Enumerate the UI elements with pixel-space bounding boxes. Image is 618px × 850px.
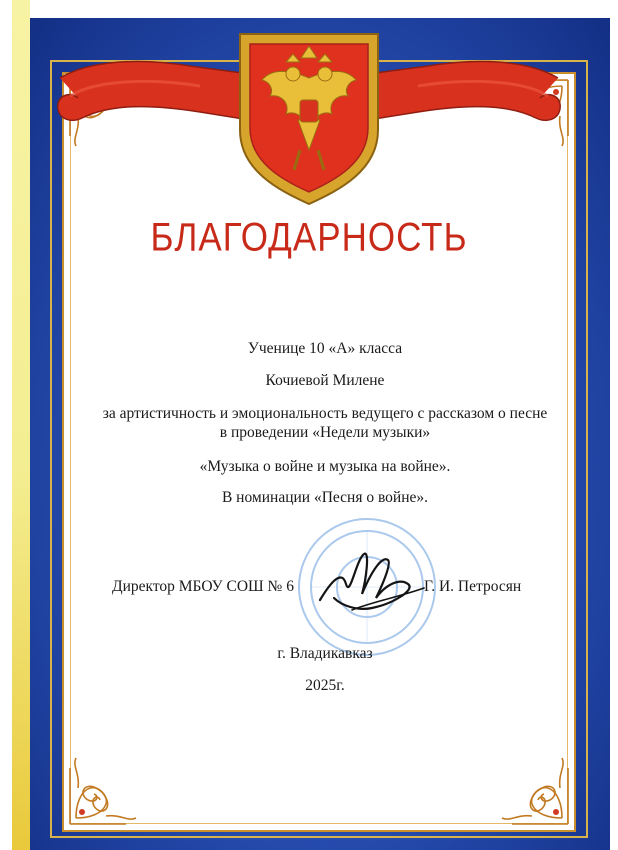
red-ribbon-right <box>368 62 560 121</box>
emblem-center-shield <box>300 100 318 122</box>
signatory-title: Директор МБОУ СОШ № 6 <box>112 578 294 595</box>
nomination: В номинации «Песня о войне». <box>221 489 429 506</box>
recipient-class: Ученице 10 «А» класса <box>247 340 403 357</box>
corner-ornament-bottom-left <box>66 718 176 828</box>
certificate-title: БЛАГОДАРНОСТЬ <box>150 215 468 260</box>
year: 2025г. <box>305 677 345 694</box>
reason-line-2: в проведении «Недели музыки» <box>219 424 431 441</box>
reason-line-1: за артистичность и эмоциональность ведущего с рассказом о песне <box>102 405 548 422</box>
handwritten-signature <box>312 540 432 630</box>
city: г. Владикавказ <box>277 645 373 662</box>
recipient-name: Кочиевой Милене <box>265 372 385 389</box>
corner-ornament-bottom-right <box>462 718 572 828</box>
event-name: «Музыка о войне и музыка на войне». <box>199 458 451 475</box>
signatory-name: Г. И. Петросян <box>424 578 522 595</box>
red-ribbon-left <box>58 62 250 121</box>
emblem-header <box>0 0 618 220</box>
